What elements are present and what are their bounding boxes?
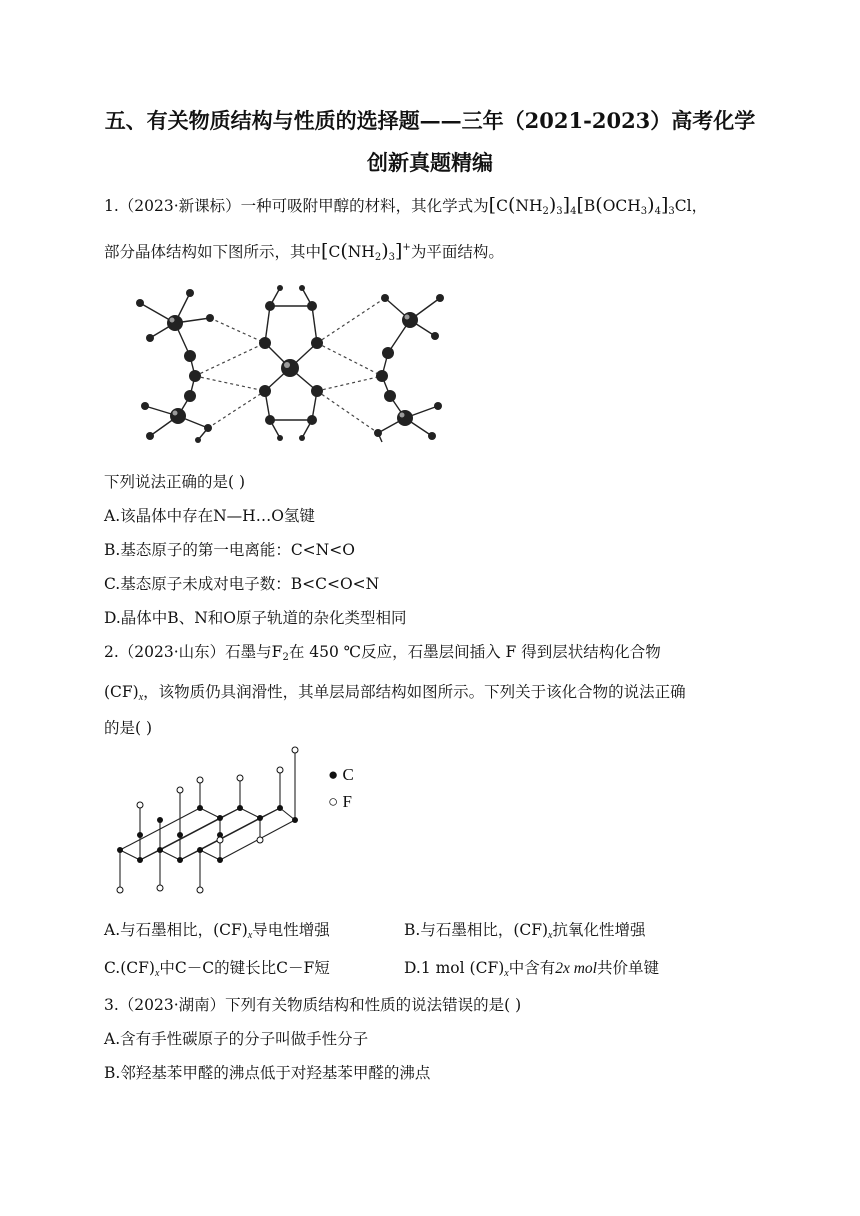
q1-line2: 部分晶体结构如下图所示，其中$[C(NH_2)_3]^+$为平面结构。 — [104, 240, 504, 263]
q1-option-a[interactable]: A.该晶体中存在N—H…O氢键 — [104, 507, 315, 525]
q1-option-c[interactable]: C.基态原子未成对电子数：B<C<O<N — [104, 575, 380, 593]
page-title-line2: 创新真题精编 — [367, 150, 493, 175]
q3-stem: 3.（2023·湖南）下列有关物质结构和性质的说法错误的是( ) — [104, 996, 522, 1014]
cf-layer-structure-figure — [100, 740, 300, 900]
q1-option-b[interactable]: B.基态原子的第一电离能：C<N<O — [104, 541, 355, 559]
q2-option-b[interactable]: B.与石墨相比，$(CF)_x$抗氧化性增强 — [404, 921, 646, 941]
q2-option-c[interactable]: $C.(CF)_x$中C－C的键长比C－F短 — [104, 959, 330, 979]
crystal-structure-figure — [120, 278, 465, 443]
q1-intro: 1.（2023·新课标）一种可吸附甲醇的材料，其化学式为$[C(NH_2)_3]_4[B(OCH_3)_4]_3Cl$， — [104, 194, 708, 217]
legend-carbon: ● C — [328, 765, 354, 784]
q2-option-d[interactable]: D.1 mol $(CF)_x$中含有2x mol共价单键 — [404, 959, 659, 979]
filled-dot-icon: ● — [328, 765, 339, 784]
q2-line1: 2.（2023·山东）石墨与$F_2$在 450 ℃反应，石墨层间插入 F 得到层状结构化合物 — [104, 643, 661, 663]
page-title: 五、有关物质结构与性质的选择题——三年（2021-2023）高考化学 — [104, 108, 756, 133]
q1-option-d[interactable]: D.晶体中B、N和O原子轨道的杂化类型相同 — [104, 609, 407, 627]
q3-option-b[interactable]: B.邻羟基苯甲醛的沸点低于对羟基苯甲醛的沸点 — [104, 1064, 431, 1082]
q2-option-a[interactable]: A.与石墨相比，$(CF)_x$导电性增强 — [104, 921, 330, 941]
q1-stem: 下列说法正确的是( ) — [104, 473, 246, 491]
legend-fluorine: ○ F — [328, 792, 352, 811]
q2-line2: $(CF)_x$，该物质仍具润滑性，其单层局部结构如图所示。下列关于该化合物的说法正确 — [104, 683, 686, 703]
q3-option-a[interactable]: A.含有手性碳原子的分子叫做手性分子 — [104, 1030, 369, 1048]
open-dot-icon: ○ — [328, 792, 339, 811]
q2-line3: 的是( ) — [104, 719, 153, 737]
